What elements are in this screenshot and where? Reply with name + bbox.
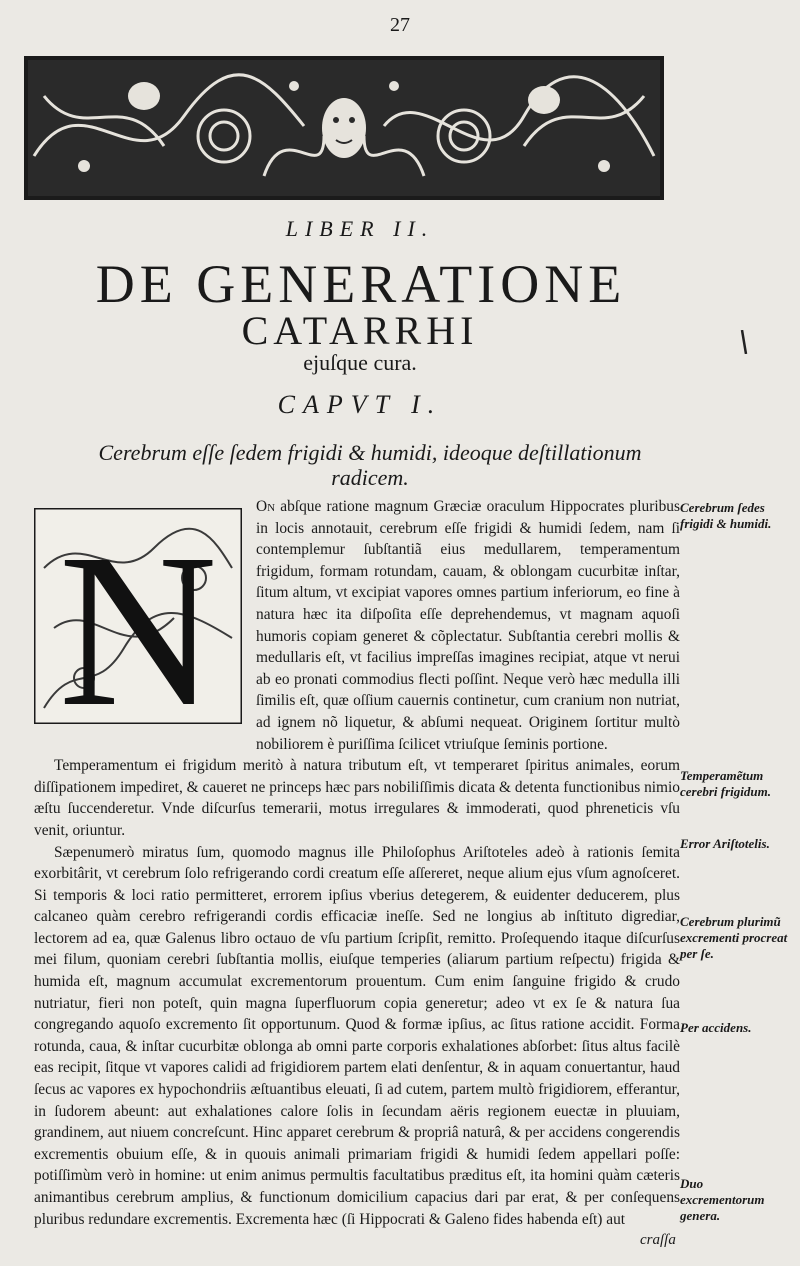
margin-note-2: Temperamẽtum cerebri frigidum. xyxy=(680,768,771,799)
margin-note-5: Per accidens. xyxy=(680,1020,752,1035)
ink-mark xyxy=(740,330,748,354)
title-line-3: ejuſque cura. xyxy=(303,350,417,375)
page-number: 27 xyxy=(390,14,410,36)
title-line-1: DE GENERATIONE xyxy=(95,254,627,314)
paragraph-1 xyxy=(34,496,680,755)
initial-letter: N xyxy=(58,508,218,724)
catchword: craſſa xyxy=(640,1232,676,1248)
margin-note-6: Duo excrementorum genera. xyxy=(680,1176,765,1223)
paragraph-1-opening: On xyxy=(256,498,276,515)
headpiece-ornament xyxy=(24,56,664,200)
margin-note-1: Cerebrum ſedes frigidi & humidi. xyxy=(680,500,772,531)
title-line-2: CATARRHI xyxy=(241,308,479,353)
body-text xyxy=(34,496,680,1230)
paragraph-2: Temperamentum ei frigidum meritò à natura tributum eſt, vt temperaret ſpiritus animales, eorum diſſipationem impediret, & caueret ne princeps hæc pars nobiliſſimis dicata & detenta functionibus nimio æſtu ſuccenderetur. Vnde diſcurſus temerarii, motus irregulares & immoderati, quod phreneticis vſu venit, oriuntur. xyxy=(34,757,680,839)
chapter-heading: Cerebrum eſſe ſedem frigidi & humidi, ideoque deſtillationum radicem. xyxy=(98,440,642,490)
paragraph-3: Sæpenumerò miratus ſum, quomodo magnus ille Philoſophus Ariſtoteles adeò à rationis ſemita exorbitârit, vt cerebrum ſolo refrigerando cordi creatum eſſe aſſereret, neque alium ejus vſum agnoſceret. Si temporis & loci ratio permitteret, errorem ipſius vberius detegerem, & euidenter deducerem, plus calcaneo quàm cerebro refrigerandi cordis efficaciæ ineſſe. Sed ne longius ab inſtituto digrediar, lectorem ad ea, quæ Galenus libro octauo de vſu partium ſcripſit, remitto. Proſequendo itaque diſcurſus mei filum, quoniam cerebri ſubſtantia mollis, eiuſque temperies (aliarum partium reſpectu) frigida & humida eſt, magnum accumulat excrementorum prouentum. Cum enim ſanguine frigido & crudo nutriatur, fieri non poteſt, quin magna ſuperfluorum copia generetur; adeo vt ex ſe & natura ſua congregando aquoſo excremento ſit opportunum. Quod & formæ ipſius, ac ſitus ratione accidit. Forma rotunda, caua, & inſtar cucurbitæ oblonga ab omni parte corporis exhalationes abſorbet: ſitus altus facilè eas recipit, ſitque vt vapores calidi ad frigidiorem partem elati denſentur, & in aquam conuertantur, haud ſecus ac vapores ex hypochondriis æſtuantibus eleuati, ſi ad cutem, partem multò frigidiorem, efferantur, in ſudorem abeunt: aut exhalationes calore ſolis in ſecundam aëris regionem euectæ in pluuiam, grandinem, aut niuem concreſcunt. Hinc apparet cerebrum & propriâ naturâ, & per accidens congerendis excrementis obuium eſſe, & in quouis animali primariam frigidi & humidi ſedem appellari poſſe: potiſſimùm verò in homine: ut enim animus permultis facultatibus præditus eſt, ita homini quàm cæteris animantibus cerebrum amplius, & functionum domicilium capacius dari par erat, & per conſequens pluribus redundare excrementis. Excrementa hæc (ſi Hippocrati & Galeno fides habenda eſt) aut xyxy=(34,843,680,1228)
paragraph-1-text: abſque ratione magnum Græciæ oraculum Hippocrates pluribus in locis annotauit, cerebrum eſſe frigidi & humidi ſedem, nam ſi contemplemur ſubſtantiã eius medullarem, temperamentum frigidum, formam rotundam, cauam, & oblongam cucurbitæ inſtar, ſitum altum, vt excipiat vapores omnes partium inferiorum, eo fine à natura hæc ita diſpoſita eſſe deprehendemus, vt magnam aquoſi humoris copiam generet & cõplectatur. Subſtantia cerebri mollis & medullaris eſt, vt facilius impreſſas imagines recipiat, atque vt nerui ab eo pronati commodius flecti poſſint. Neque verò hæc medulla illi ſimilis eſt, quæ oſſium cauernis continetur, cum cranium non nutriat, ad ignem nõ liquetur, & abſumi nequeat. Originem ſortitur multò nobiliorem è puriſſima ſcilicet vtriuſque ſeminis portione. xyxy=(256,498,680,753)
margin-note-3: Error Ariſtotelis. xyxy=(680,836,770,851)
book-label: LIBER II. xyxy=(285,216,435,241)
chapter-label: CAPVT I. xyxy=(277,390,443,419)
margin-note-4: Cerebrum plurimũ excrementi procreat per ſe. xyxy=(680,914,788,961)
